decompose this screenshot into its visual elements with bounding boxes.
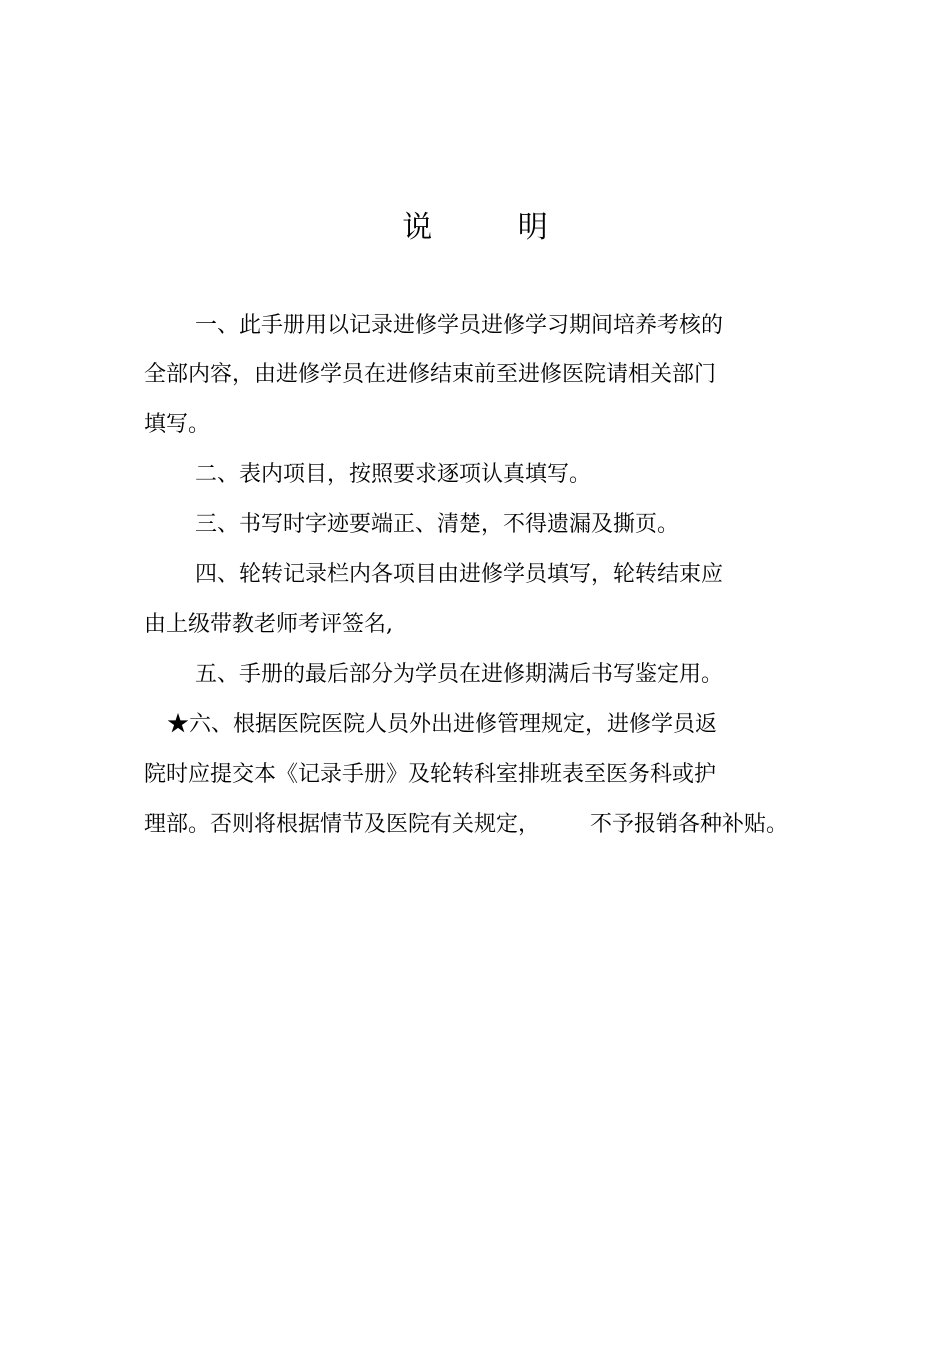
paragraph-6-line-1: ★六、根据医院医院人员外出进修管理规定，进修学员返	[167, 712, 718, 737]
paragraph-3-line-1: 三、书写时字迹要端正、清楚，不得遗漏及撕页。	[195, 512, 680, 537]
paragraph-6-line-3-part-2: 不予报销各种补贴。	[590, 812, 789, 837]
page-title: 说 明	[402, 210, 586, 245]
paragraph-2-line-1: 二、表内项目，按照要求逐项认真填写。	[195, 462, 592, 487]
paragraph-4-line-2: 由上级带教老师考评签名,	[144, 612, 393, 637]
paragraph-5-line-1: 五、手册的最后部分为学员在进修期满后书写鉴定用。	[195, 662, 724, 687]
paragraph-1-line-1: 一、此手册用以记录进修学员进修学习期间培养考核的	[195, 313, 724, 338]
paragraph-6-line-3	[144, 810, 788, 840]
paragraph-4-line-1: 四、轮转记录栏内各项目由进修学员填写，轮转结束应	[195, 562, 724, 587]
paragraph-6-line-2: 院时应提交本《记录手册》及轮转科室排班表至医务科或护	[144, 762, 717, 787]
paragraph-1-line-2: 全部内容，由进修学员在进修结束前至进修医院请相关部门	[144, 362, 717, 387]
paragraph-1-line-3: 填写。	[144, 412, 211, 437]
paragraph-6-line-3-part-1: 理部。否则将根据情节及医院有关规定，	[144, 812, 541, 837]
